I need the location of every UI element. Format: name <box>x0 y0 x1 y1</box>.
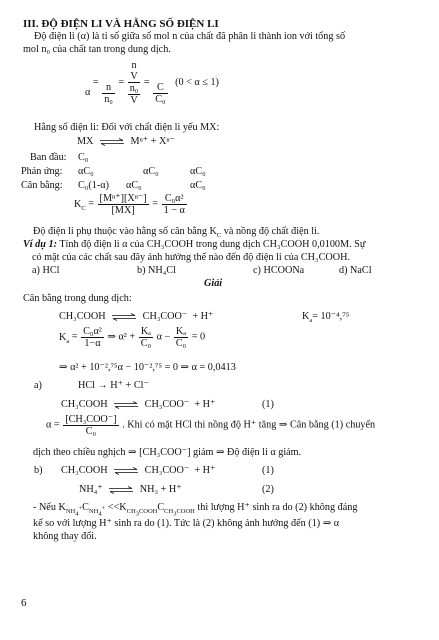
kc-numerator-2: C₀α² <box>162 193 187 205</box>
acid-equilibrium: CH₃COOH CH₃COO⁻ + H⁺ <box>59 311 214 322</box>
option-a: a) HCl <box>32 265 60 276</box>
ka-fraction-2: $\frac{\text{Kₐ}}{\text{C₀}}$ <box>140 326 152 349</box>
equilibrium-arrow-icon <box>113 467 139 475</box>
complex-n: n <box>131 60 137 71</box>
fraction-n0-denominator: n₀ <box>104 93 113 105</box>
equilibrium-arrow-icon <box>99 138 125 146</box>
example-line-2: có mặt của các chất sau đây ảnh hưởng thế nào đến độ điện li của CH₃COOH. <box>32 252 351 263</box>
ka-value: $K_a= 10^{-4},^{75}$ <box>302 311 350 325</box>
dependence-text: Độ điện li phụ thuộc vào hằng số cân bằng $K_C$ và nồng độ chất điện li. <box>33 226 320 240</box>
equilibrium-x: αC₀ <box>190 180 206 191</box>
initial-label: Ban đầu: <box>30 152 67 163</box>
equilibrium-arrow-icon <box>108 486 134 494</box>
equilibrium-mx: C₀(1-α) <box>78 180 109 191</box>
acid-equilibrium-1: CH₃COOH CH₃COO⁻ + H⁺ <box>61 399 216 410</box>
kc-fraction-2 <box>162 193 187 216</box>
mx-equilibrium <box>77 136 175 148</box>
fraction-n-n0 <box>102 82 115 105</box>
part-a-conclusion: dịch theo chiều nghịch ⇒ [CH₃COO⁻] giảm ⇒ Độ điện li α giảm. <box>33 447 302 458</box>
equilibrium-label: Cân bằng: <box>21 180 63 191</box>
fraction-c0-denominator: C₀ <box>155 93 166 105</box>
reaction-mx: αC₀ <box>78 166 94 177</box>
reaction-m: αC₀ <box>143 166 159 177</box>
alpha-hcl-fraction: $\frac{\text{[CH₃COO⁻]}}{\text{C₀}}$ <box>65 414 117 437</box>
equation-number-1: (1) <box>262 399 274 410</box>
ka-fraction-1: $\frac{\text{C₀α²}}{1-\alpha}$ <box>83 326 102 349</box>
alpha-range: (0 < α ≤ 1) <box>175 77 219 88</box>
fraction-complex <box>128 60 141 106</box>
option-c: c) HCOONa <box>253 265 305 276</box>
equilibrium-m: αC₀ <box>126 180 142 191</box>
kc-symbol: $K_C$ <box>74 198 86 212</box>
definition-line-1: Độ điện li (α) là tỉ số giữa số mol n của chất đã phân li thành ion với tổng số <box>34 31 346 42</box>
option-d: d) NaCl <box>339 265 372 276</box>
equilibrium-arrow-icon <box>111 313 137 321</box>
example-line-1: Ví dụ 1: Tính độ điện li α của CH₃COOH trong dung dịch CH₃COOH 0,0100M. Sự <box>23 239 366 250</box>
ka-expression: $K_a$ = $\frac{\text{C₀α²}}{1-\alpha}$ ⇒ α² + $\frac{\text{Kₐ}}{\text{C₀}}$ α − $\frac{\text{Kₐ}}{\text{C₀}}$ = 0 <box>59 326 206 349</box>
part-b-line-3: không thay đổi. <box>33 531 97 542</box>
ka-fraction-3: $\frac{\text{Kₐ}}{\text{C₀}}$ <box>175 326 187 349</box>
kc-denominator-2: 1 − α <box>163 205 185 216</box>
alpha-formula: α = $\frac{n}{\text{n₀}}$ = n V n₀ V = $\frac{C}{\text{C₀}}$ (0 < α ≤ 1) <box>85 60 219 106</box>
part-a-label: a) <box>34 380 42 391</box>
fraction-n-numerator: n <box>102 82 115 94</box>
equilibrium-arrow-icon <box>113 401 139 409</box>
complex-v-top: V <box>128 71 141 83</box>
mx-products: Mⁿ⁺ + Xⁿ⁻ <box>130 136 175 147</box>
kc-formula: $K_C$ = $\frac{\text{[Mⁿ⁺][Xⁿ⁻]}}{[MX]}$ = $\frac{\text{C₀α²}}{1 - \alpha}$ <box>74 193 185 216</box>
constant-intro: Hằng số điện li: Đối với chất điện li yếu MX: <box>34 122 220 133</box>
fraction-c-c0 <box>153 82 167 105</box>
solution-heading: Giải <box>204 278 223 289</box>
alpha-hcl-line: α = $\frac{\text{[CH₃COO⁻]}}{\text{C₀}}$ . Khi có mặt HCl thì nồng độ H⁺ tăng ⇒ Cân bằng (1) chuyển <box>46 414 376 437</box>
part-b-line-1: - Nếu $K_{NH_4^+}C_{NH_4^+} <<K_{CH_3COOH}C_{CH_3COOH}$ thì lượng H⁺ sinh ra do (2) không đáng <box>33 502 358 518</box>
part-b-line-2: kể so với lượng H⁺ sinh ra do (1). Tức là (2) không ảnh hưởng đến (1) ⇒ α <box>33 518 340 529</box>
fraction-c-numerator: C <box>153 82 167 94</box>
complex-n0: n₀ <box>129 83 139 94</box>
reaction-x: αC₀ <box>190 166 206 177</box>
section-heading: III. ĐỘ ĐIỆN LI VÀ HẰNG SỐ ĐIỆN LI <box>23 18 219 30</box>
example-label: Ví dụ 1: <box>23 239 57 250</box>
ammonium-equilibrium: NH₄⁺ NH₃ + H⁺ <box>79 484 182 495</box>
option-b: b) NH₄Cl <box>137 265 176 276</box>
solve-line: ⇒ α² + 10⁻²,⁷⁵α − 10⁻²,⁷⁵ = 0 ⇒ α = 0,0413 <box>59 362 236 373</box>
complex-v-bottom: V <box>130 95 138 106</box>
alpha-symbol: α <box>85 87 91 98</box>
acid-equilibrium-b: CH₃COOH CH₃COO⁻ + H⁺ <box>61 465 216 476</box>
mx-reactant: MX <box>77 136 94 147</box>
part-b-label: b) <box>34 465 43 476</box>
equation-number-1b: (1) <box>262 465 274 476</box>
page-number: 6 <box>21 597 27 609</box>
equilibrium-intro: Cân bằng trong dung dịch: <box>23 293 132 304</box>
equation-number-2: (2) <box>262 484 274 495</box>
initial-value: C₀ <box>78 152 89 163</box>
reaction-label: Phản ứng: <box>21 166 63 177</box>
definition-line-2: mol n₀ của chất tan trong dung dịch. <box>23 44 171 55</box>
kc-numerator-1: [Mⁿ⁺][Xⁿ⁻] <box>99 193 147 204</box>
kc-fraction-1 <box>98 193 149 216</box>
hcl-dissociation: HCl → H⁺ + Cl⁻ <box>78 380 149 391</box>
kc-denominator-1: [MX] <box>111 205 135 216</box>
